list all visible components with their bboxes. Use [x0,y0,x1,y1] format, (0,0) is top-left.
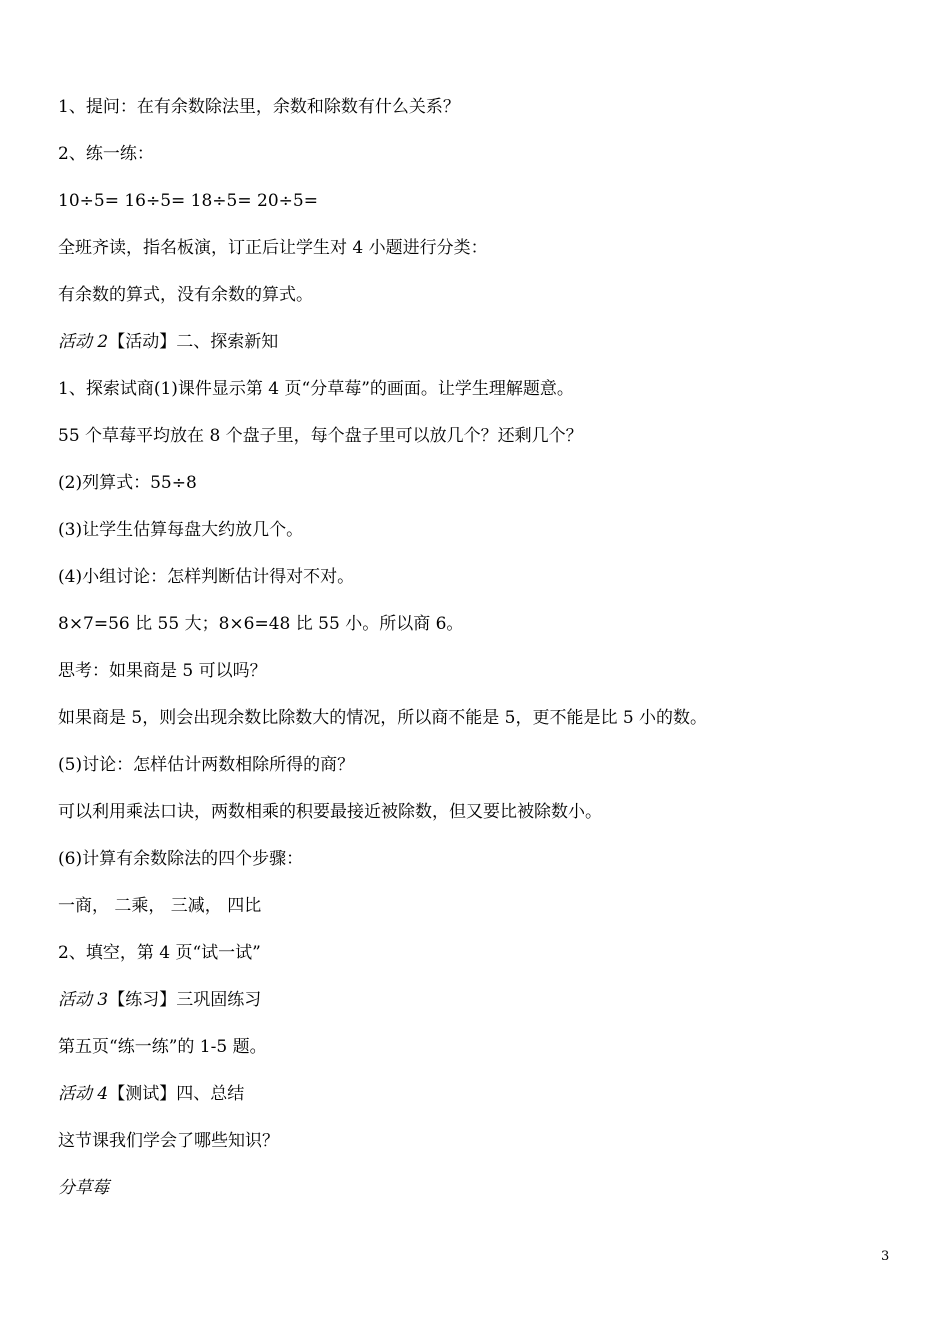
strawberry-problem: 55 个草莓平均放在 8 个盘子里，每个盘子里可以放几个？还剩几个？ [58,426,583,446]
section-heading [58,1177,109,1199]
activity-3-label: 活动 3 [58,990,109,1010]
comparison-line: 8×7=56 比 55 大；8×6=48 比 55 小。所以商 6。 [58,614,464,634]
practice-heading: 2、练一练： [58,144,154,164]
explore-line: 1、探索试商(1)课件显示第 4 页“分草莓”的画面。让学生理解题意。 [58,379,574,399]
step-2-formula: (2)列算式：55÷8 [58,473,197,493]
step-4-discussion: (4)小组讨论：怎样判断估计得对不对。 [58,567,355,587]
activity-2-heading [58,331,278,353]
activity-4-heading [58,1083,244,1105]
think-answer: 如果商是 5，则会出现余数比除数大的情况，所以商不能是 5，更不能是比 5 小的数。 [58,708,708,728]
four-steps: 一商， 二乘， 三减， 四比 [58,896,262,916]
activity-2-label: 活动 2 [58,332,109,352]
activity-3-heading [58,989,261,1011]
question-line: 1、提问：在有余数除法里，余数和除数有什么关系？ [58,97,460,117]
activity-3-title: 【练习】三巩固练习 [108,990,262,1010]
activity-4-label: 活动 4 [58,1084,109,1104]
activity-4-title: 【测试】四、总结 [108,1084,245,1104]
exercise-line: 第五页“练一练”的 1-5 题。 [58,1037,267,1057]
section-heading-label: 分草莓 [58,1178,109,1198]
page-number: 3 [881,1249,890,1264]
classification-line: 有余数的算式，没有余数的算式。 [58,285,313,305]
class-instruction: 全班齐读，指名板演，订正后让学生对 4 小题进行分类： [58,238,488,258]
fill-blank-line: 2、填空，第 4 页“试一试” [58,943,261,963]
summary-question: 这节课我们学会了哪些知识？ [58,1131,279,1151]
activity-2-title: 【活动】二、探索新知 [108,332,279,352]
step-3-estimate: (3)让学生估算每盘大约放几个。 [58,520,304,540]
step-5-answer: 可以利用乘法口诀，两数相乘的积要最接近被除数，但又要比被除数小。 [58,802,602,822]
step-5-discussion: (5)讨论：怎样估计两数相除所得的商？ [58,755,355,775]
practice-equations: 10÷5= 16÷5= 18÷5= 20÷5= [58,191,318,211]
step-6-heading: (6)计算有余数除法的四个步骤： [58,849,304,869]
think-question: 思考：如果商是 5 可以吗？ [58,661,267,681]
